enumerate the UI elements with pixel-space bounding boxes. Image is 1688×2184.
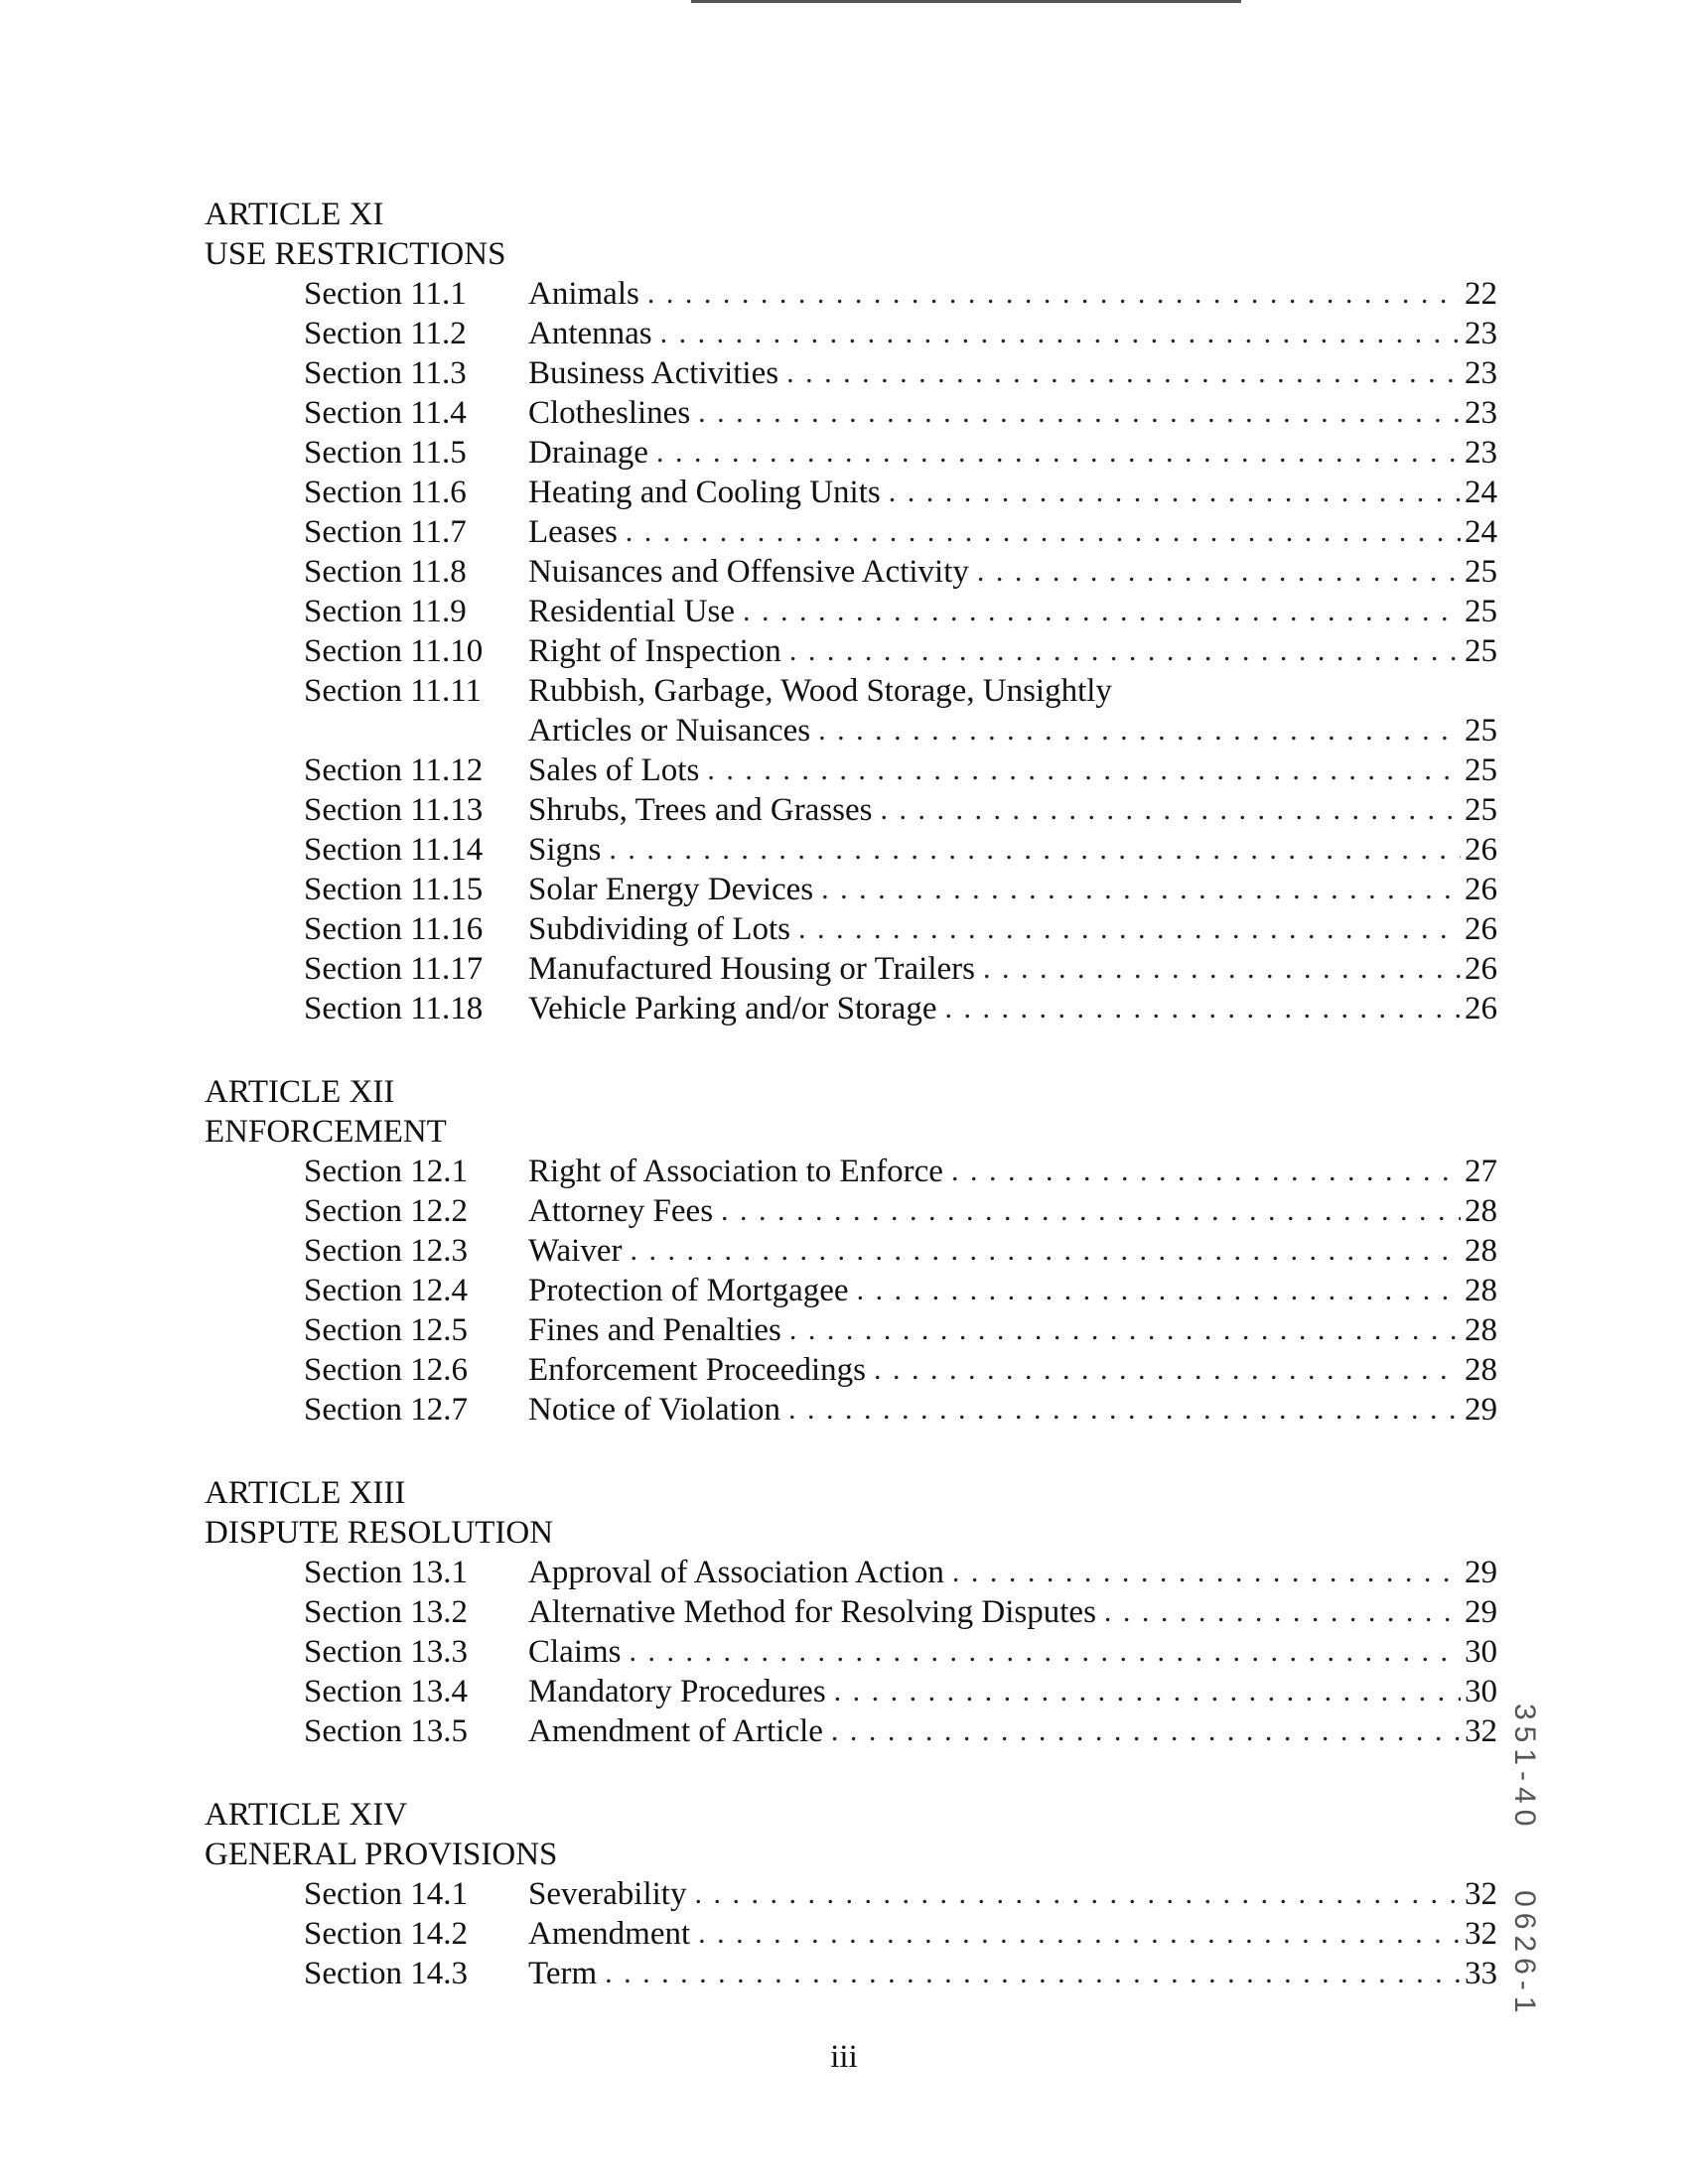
- dot-leader: [656, 433, 1461, 473]
- section-title: Alternative Method for Resolving Disputes: [528, 1594, 1096, 1630]
- dot-leader: [834, 1672, 1461, 1711]
- toc-entry[interactable]: [205, 949, 1497, 989]
- article-number: ARTICLE XIII: [205, 1475, 406, 1511]
- section-title-line: [528, 1310, 1497, 1350]
- section-title: Protection of Mortgagee: [528, 1273, 849, 1308]
- section-number: Section 11.8: [304, 554, 467, 590]
- page-number: 25: [1465, 633, 1497, 669]
- page-number: 26: [1465, 951, 1497, 987]
- toc-entry[interactable]: [205, 1231, 1497, 1271]
- section-title: Rubbish, Garbage, Wood Storage, Unsightly: [528, 673, 1112, 709]
- page-number: 24: [1465, 514, 1497, 550]
- section-title-line: [528, 353, 1497, 393]
- section-number: Section 11.2: [304, 316, 467, 351]
- dot-leader: [831, 1711, 1461, 1751]
- page-number: 25: [1465, 554, 1497, 590]
- page-number: 29: [1465, 1594, 1497, 1630]
- page-number: 33: [1465, 1956, 1497, 1991]
- section-body: [528, 1390, 1497, 1430]
- dot-leader: [789, 1310, 1461, 1350]
- dot-leader: [983, 949, 1461, 989]
- section-number: Section 11.14: [304, 832, 484, 868]
- dot-leader: [605, 1954, 1461, 1993]
- section-number: Section 11.6: [304, 475, 467, 510]
- section-number: Section 11.11: [304, 673, 483, 709]
- dot-leader: [698, 1914, 1461, 1954]
- toc-entry[interactable]: [205, 1874, 1497, 1914]
- section-title-line: [528, 909, 1497, 949]
- page-number: 29: [1465, 1392, 1497, 1428]
- dot-leader: [630, 1231, 1461, 1271]
- dot-leader: [857, 1271, 1461, 1310]
- dot-leader: [798, 909, 1461, 949]
- section-title-line: [528, 1553, 1497, 1592]
- toc-entry[interactable]: [205, 790, 1497, 830]
- table-of-contents: [205, 195, 1497, 2037]
- section-body: [528, 1231, 1497, 1271]
- section-title-line: [528, 1152, 1497, 1191]
- section-number: Section 14.3: [304, 1956, 468, 1991]
- toc-entry[interactable]: [205, 314, 1497, 353]
- section-body: [528, 1874, 1497, 1914]
- section-list: [205, 1553, 1497, 1751]
- dot-leader: [630, 1632, 1461, 1672]
- section-title: Amendment of Article: [528, 1713, 823, 1749]
- section-body: [528, 989, 1497, 1028]
- section-title: Sales of Lots: [528, 752, 700, 788]
- article-block: [205, 1072, 1497, 1430]
- toc-entry[interactable]: [205, 393, 1497, 433]
- section-body: [528, 1191, 1497, 1231]
- section-number: Section 11.16: [304, 911, 484, 947]
- section-title: Right of Inspection: [528, 633, 781, 669]
- page-number: 23: [1465, 395, 1497, 431]
- section-body: [528, 830, 1497, 870]
- section-number: Section 11.12: [304, 752, 484, 788]
- dot-leader: [698, 393, 1461, 433]
- section-title-line: [528, 552, 1497, 592]
- stamp-page-number: 0626-1: [1508, 1890, 1541, 2019]
- toc-entry[interactable]: [205, 1152, 1497, 1191]
- section-number: Section 11.3: [304, 355, 467, 391]
- section-body: [528, 909, 1497, 949]
- section-title-line: [528, 314, 1497, 353]
- section-body: [528, 433, 1497, 473]
- toc-entry[interactable]: [205, 830, 1497, 870]
- page-number: 32: [1465, 1916, 1497, 1952]
- section-title: Business Activities: [528, 355, 779, 391]
- section-body: [528, 353, 1497, 393]
- section-body: [528, 1711, 1497, 1751]
- page-number: 23: [1465, 355, 1497, 391]
- article-number: ARTICLE XIV: [205, 1797, 408, 1833]
- page-number: 24: [1465, 475, 1497, 510]
- page-number: 28: [1465, 1233, 1497, 1269]
- article-block: [205, 1795, 1497, 1993]
- section-title-line: [528, 1954, 1497, 1993]
- section-body: [528, 1672, 1497, 1711]
- dot-leader: [952, 1553, 1461, 1592]
- page-number: 27: [1465, 1154, 1497, 1189]
- dot-leader: [694, 1874, 1461, 1914]
- toc-entry[interactable]: [205, 1310, 1497, 1350]
- dot-leader: [889, 473, 1461, 512]
- section-title: Subdividing of Lots: [528, 911, 791, 947]
- section-number: Section 12.7: [304, 1392, 468, 1428]
- section-title-line: [528, 830, 1497, 870]
- section-title-line: [528, 711, 1497, 751]
- page-number: 26: [1465, 911, 1497, 947]
- section-body: [528, 1350, 1497, 1390]
- toc-entry[interactable]: [205, 1271, 1497, 1310]
- dot-leader: [788, 1390, 1461, 1430]
- toc-entry[interactable]: [205, 671, 1497, 751]
- article-title: DISPUTE RESOLUTION: [205, 1515, 554, 1551]
- toc-entry[interactable]: [205, 274, 1497, 314]
- section-number: Section 12.3: [304, 1233, 468, 1269]
- page-number: 32: [1465, 1713, 1497, 1749]
- toc-entry[interactable]: [205, 1672, 1497, 1711]
- dot-leader: [789, 631, 1461, 671]
- section-body: [528, 592, 1497, 631]
- section-title-line: [528, 473, 1497, 512]
- section-body: [528, 473, 1497, 512]
- toc-entry[interactable]: [205, 1350, 1497, 1390]
- section-title-line: [528, 870, 1497, 909]
- section-body: [528, 393, 1497, 433]
- toc-entry[interactable]: [205, 631, 1497, 671]
- section-title-line: [528, 1592, 1497, 1632]
- dot-leader: [951, 1152, 1461, 1191]
- page-number: 28: [1465, 1273, 1497, 1308]
- page-number: 25: [1465, 792, 1497, 828]
- page-number: 25: [1465, 713, 1497, 749]
- section-title: Approval of Association Action: [528, 1555, 944, 1590]
- section-title: Term: [528, 1956, 598, 1991]
- section-number: Section 11.5: [304, 435, 467, 471]
- page-number: 22: [1465, 276, 1497, 312]
- section-body: [528, 790, 1497, 830]
- section-number: Section 11.4: [304, 395, 467, 431]
- section-body: [528, 1592, 1497, 1632]
- section-body: [528, 1310, 1497, 1350]
- article-number: ARTICLE XII: [205, 1074, 395, 1110]
- page-number: 26: [1465, 872, 1497, 907]
- toc-entry[interactable]: [205, 433, 1497, 473]
- section-title: Shrubs, Trees and Grasses: [528, 792, 873, 828]
- section-title-line: [528, 1350, 1497, 1390]
- section-title: Leases: [528, 514, 618, 550]
- section-title-line: [528, 433, 1497, 473]
- toc-entry[interactable]: [205, 1592, 1497, 1632]
- article-block: [205, 195, 1497, 1028]
- dot-leader: [721, 1191, 1461, 1231]
- section-title-line: [528, 393, 1497, 433]
- toc-entry[interactable]: [205, 552, 1497, 592]
- section-title-line: [528, 751, 1497, 790]
- toc-entry[interactable]: [205, 870, 1497, 909]
- section-list: [205, 1152, 1497, 1430]
- section-number: Section 11.17: [304, 951, 484, 987]
- stamp-book-number: 351-40: [1508, 1704, 1541, 1833]
- section-title-line: [528, 592, 1497, 631]
- toc-entry[interactable]: [205, 1390, 1497, 1430]
- section-body: [528, 1271, 1497, 1310]
- section-title: Manufactured Housing or Trailers: [528, 951, 976, 987]
- section-body: [528, 1954, 1497, 1993]
- page-number: 28: [1465, 1352, 1497, 1388]
- section-title-continued: Articles or Nuisances: [528, 713, 811, 749]
- section-body: [528, 552, 1497, 592]
- section-body: [528, 1632, 1497, 1672]
- section-title-line: [528, 274, 1497, 314]
- toc-entry[interactable]: [205, 1954, 1497, 1993]
- section-body: [528, 274, 1497, 314]
- section-number: Section 14.1: [304, 1876, 468, 1912]
- section-body: [528, 1553, 1497, 1592]
- section-title: Residential Use: [528, 594, 736, 629]
- dot-leader: [821, 870, 1461, 909]
- section-title-line: [528, 790, 1497, 830]
- section-list: [205, 1874, 1497, 1993]
- toc-entry[interactable]: [205, 1553, 1497, 1592]
- toc-entry[interactable]: [205, 1632, 1497, 1672]
- dot-leader: [660, 314, 1461, 353]
- section-number: Section 12.2: [304, 1193, 468, 1229]
- section-number: Section 11.15: [304, 872, 484, 907]
- page-number: 30: [1465, 1674, 1497, 1709]
- section-number: Section 11.7: [304, 514, 467, 550]
- section-title-line: [528, 1191, 1497, 1231]
- section-title: Notice of Violation: [528, 1392, 781, 1428]
- article-title: GENERAL PROVISIONS: [205, 1837, 558, 1872]
- dot-leader: [1104, 1592, 1461, 1632]
- section-body: [528, 1914, 1497, 1954]
- page-number: 25: [1465, 752, 1497, 788]
- section-title: Severability: [528, 1876, 687, 1912]
- section-number: Section 11.10: [304, 633, 484, 669]
- section-title-line: [528, 512, 1497, 552]
- section-body: [528, 949, 1497, 989]
- page-number: 25: [1465, 594, 1497, 629]
- section-body: [528, 751, 1497, 790]
- article-title: USE RESTRICTIONS: [205, 236, 506, 272]
- section-list: [205, 274, 1497, 1028]
- section-body: [528, 631, 1497, 671]
- section-title: Solar Energy Devices: [528, 872, 814, 907]
- section-title: Mandatory Procedures: [528, 1674, 826, 1709]
- dot-leader: [874, 1350, 1461, 1390]
- section-title: Heating and Cooling Units: [528, 475, 881, 510]
- section-number: Section 13.5: [304, 1713, 468, 1749]
- section-title-line: [528, 1632, 1497, 1672]
- section-number: Section 12.1: [304, 1154, 468, 1189]
- section-title: Enforcement Proceedings: [528, 1352, 866, 1388]
- section-body: [528, 1152, 1497, 1191]
- section-title: Clotheslines: [528, 395, 691, 431]
- section-title-line: [528, 1390, 1497, 1430]
- section-title-line: [528, 1231, 1497, 1271]
- section-number: Section 11.1: [304, 276, 467, 312]
- section-number: Section 13.2: [304, 1594, 468, 1630]
- section-title: Nuisances and Offensive Activity: [528, 554, 969, 590]
- section-title-line: [528, 949, 1497, 989]
- page-number: 26: [1465, 832, 1497, 868]
- section-title: Fines and Penalties: [528, 1312, 781, 1348]
- section-number: Section 14.2: [304, 1916, 468, 1952]
- dot-leader: [626, 512, 1461, 552]
- toc-entry[interactable]: [205, 473, 1497, 512]
- dot-leader: [707, 751, 1461, 790]
- dot-leader: [647, 274, 1461, 314]
- toc-entry[interactable]: [205, 1914, 1497, 1954]
- article-block: [205, 1473, 1497, 1751]
- section-number: Section 12.4: [304, 1273, 468, 1308]
- top-rule: [691, 0, 1241, 3]
- section-title: Right of Association to Enforce: [528, 1154, 943, 1189]
- page-number: 28: [1465, 1312, 1497, 1348]
- dot-leader: [743, 592, 1461, 631]
- toc-entry[interactable]: [205, 909, 1497, 949]
- section-title-line: [528, 1914, 1497, 1954]
- section-title-line: [528, 1874, 1497, 1914]
- article-title: ENFORCEMENT: [205, 1114, 447, 1150]
- page-number-footer: iii: [830, 2039, 858, 2075]
- section-title: Claims: [528, 1634, 622, 1670]
- section-title: Amendment: [528, 1916, 691, 1952]
- toc-entry[interactable]: [205, 592, 1497, 631]
- page-number: 32: [1465, 1876, 1497, 1912]
- section-title: Attorney Fees: [528, 1193, 714, 1229]
- recording-stamp: [1507, 1704, 1541, 2019]
- section-body: [528, 314, 1497, 353]
- page-number: 23: [1465, 435, 1497, 471]
- toc-entry[interactable]: [205, 1191, 1497, 1231]
- section-title: Waiver: [528, 1233, 623, 1269]
- section-number: Section 13.1: [304, 1555, 468, 1590]
- dot-leader: [786, 353, 1461, 393]
- section-number: Section 13.3: [304, 1634, 468, 1670]
- section-title: Animals: [528, 276, 639, 312]
- section-title-line: [528, 631, 1497, 671]
- toc-entry[interactable]: [205, 751, 1497, 790]
- page-number: 28: [1465, 1193, 1497, 1229]
- section-title: Antennas: [528, 316, 652, 351]
- section-number: Section 13.4: [304, 1674, 468, 1709]
- section-title-line: [528, 671, 1497, 711]
- dot-leader: [881, 790, 1462, 830]
- toc-entry[interactable]: [205, 989, 1497, 1028]
- section-number: Section 12.6: [304, 1352, 468, 1388]
- section-title: Vehicle Parking and/or Storage: [528, 991, 937, 1026]
- section-title-line: [528, 1711, 1497, 1751]
- toc-entry[interactable]: [205, 512, 1497, 552]
- article-number: ARTICLE XI: [205, 197, 384, 232]
- page-number: 30: [1465, 1634, 1497, 1670]
- section-title-line: [528, 989, 1497, 1028]
- section-body: [528, 870, 1497, 909]
- section-number: Section 12.5: [304, 1312, 468, 1348]
- section-number: Section 11.9: [304, 594, 467, 629]
- section-body: [528, 512, 1497, 552]
- dot-leader: [609, 830, 1461, 870]
- section-title: Drainage: [528, 435, 648, 471]
- section-title: Signs: [528, 832, 602, 868]
- dot-leader: [818, 711, 1461, 751]
- toc-entry[interactable]: [205, 353, 1497, 393]
- dot-leader: [977, 552, 1461, 592]
- section-number: Section 11.13: [304, 792, 484, 828]
- page-number: 23: [1465, 316, 1497, 351]
- section-number: Section 11.18: [304, 991, 484, 1026]
- section-title-line: [528, 1672, 1497, 1711]
- section-body: [528, 671, 1497, 751]
- toc-entry[interactable]: [205, 1711, 1497, 1751]
- page-number: 26: [1465, 991, 1497, 1026]
- section-title-line: [528, 1271, 1497, 1310]
- dot-leader: [944, 989, 1461, 1028]
- page-number: 29: [1465, 1555, 1497, 1590]
